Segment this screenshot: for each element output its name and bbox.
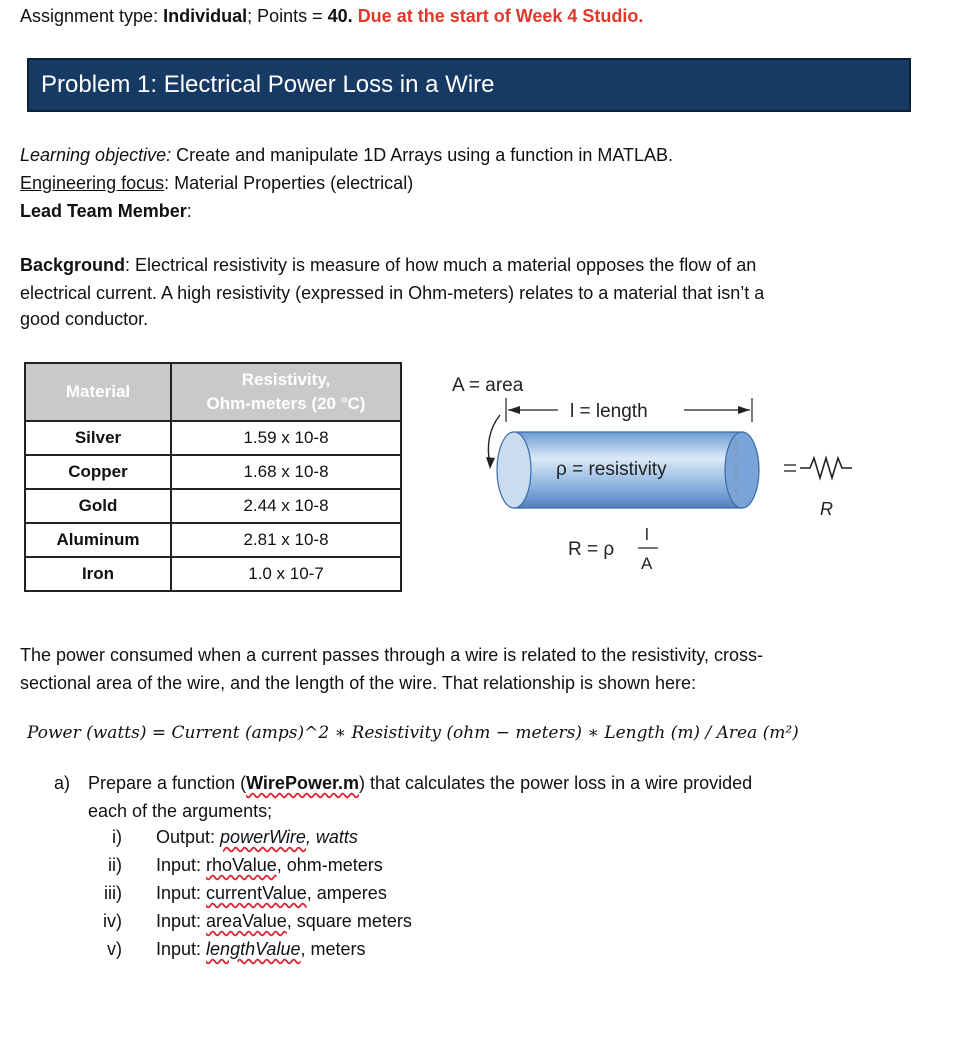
resistor-symbol: [800, 458, 852, 478]
learning-objective: Learning objective: Create and manipulate 1D Arrays using a function in MATLAB.: [20, 145, 674, 165]
resistivity-label: ρ = resistivity: [556, 459, 667, 480]
task-line-2: each of the arguments;: [88, 801, 273, 821]
dim-arrow-right: [738, 406, 750, 414]
function-name: WirePower.m: [246, 773, 359, 793]
formula-numerator: l: [645, 525, 649, 544]
lead-team-member: Lead Team Member:: [20, 201, 192, 221]
table-row: Gold 2.44 x 10-8: [25, 489, 401, 523]
formula-lhs: R = ρ: [568, 539, 615, 560]
due-date: Due at the start of Week 4 Studio.: [357, 6, 644, 26]
problem-banner: [27, 58, 911, 112]
power-line-1: The power consumed when a current passes through a wire is related to the resistivity, cross-: [20, 645, 764, 665]
col-resistivity: Resistivity, Ohm-meters (20 °C): [171, 363, 401, 421]
table-row: Aluminum 2.81 x 10-8: [25, 523, 401, 557]
background-line-3: good conductor.: [20, 309, 149, 329]
wire-diagram: [440, 365, 880, 585]
table-row: Copper 1.68 x 10-8: [25, 455, 401, 489]
table-row: Iron 1.0 x 10-7: [25, 557, 401, 591]
table-row: Silver 1.59 x 10-8: [25, 421, 401, 455]
area-label: A = area: [452, 375, 524, 396]
engineering-focus: Engineering focus: Material Properties (electrical): [20, 173, 414, 193]
power-formula: Power (watts) = Current (amps)^2 ∗ Resistivity (ohm − meters) ∗ Length (m) / Area (m²): [27, 723, 799, 743]
wire-end-right: [725, 432, 759, 508]
background-line-1: Background: Electrical resistivity is measure of how much a material opposes the flow of an: [20, 255, 757, 275]
dim-arrow-left: [508, 406, 520, 414]
area-arrow-head: [486, 457, 495, 469]
col-material: Material: [25, 363, 171, 421]
length-label: l = length: [570, 401, 648, 422]
task-line-1: Prepare a function (WirePower.m) that calculates the power loss in a wire provided: [88, 773, 753, 793]
assignment-header: Assignment type: Individual; Points = 40. Due at the start of Week 4 Studio.: [20, 6, 644, 26]
power-line-2: sectional area of the wire, and the length of the wire. That relationship is shown here:: [20, 673, 697, 693]
background-line-2: electrical current. A high resistivity (expressed in Ohm-meters) relates to a material that isn’t a: [20, 283, 765, 303]
task-marker: a): [54, 773, 71, 793]
resistivity-table: [24, 362, 402, 592]
problem-title: Problem 1: Electrical Power Loss in a Wire: [41, 71, 495, 98]
resistor-label: R: [820, 499, 833, 519]
formula-denominator: A: [641, 554, 653, 573]
wire-end-left: [497, 432, 531, 508]
